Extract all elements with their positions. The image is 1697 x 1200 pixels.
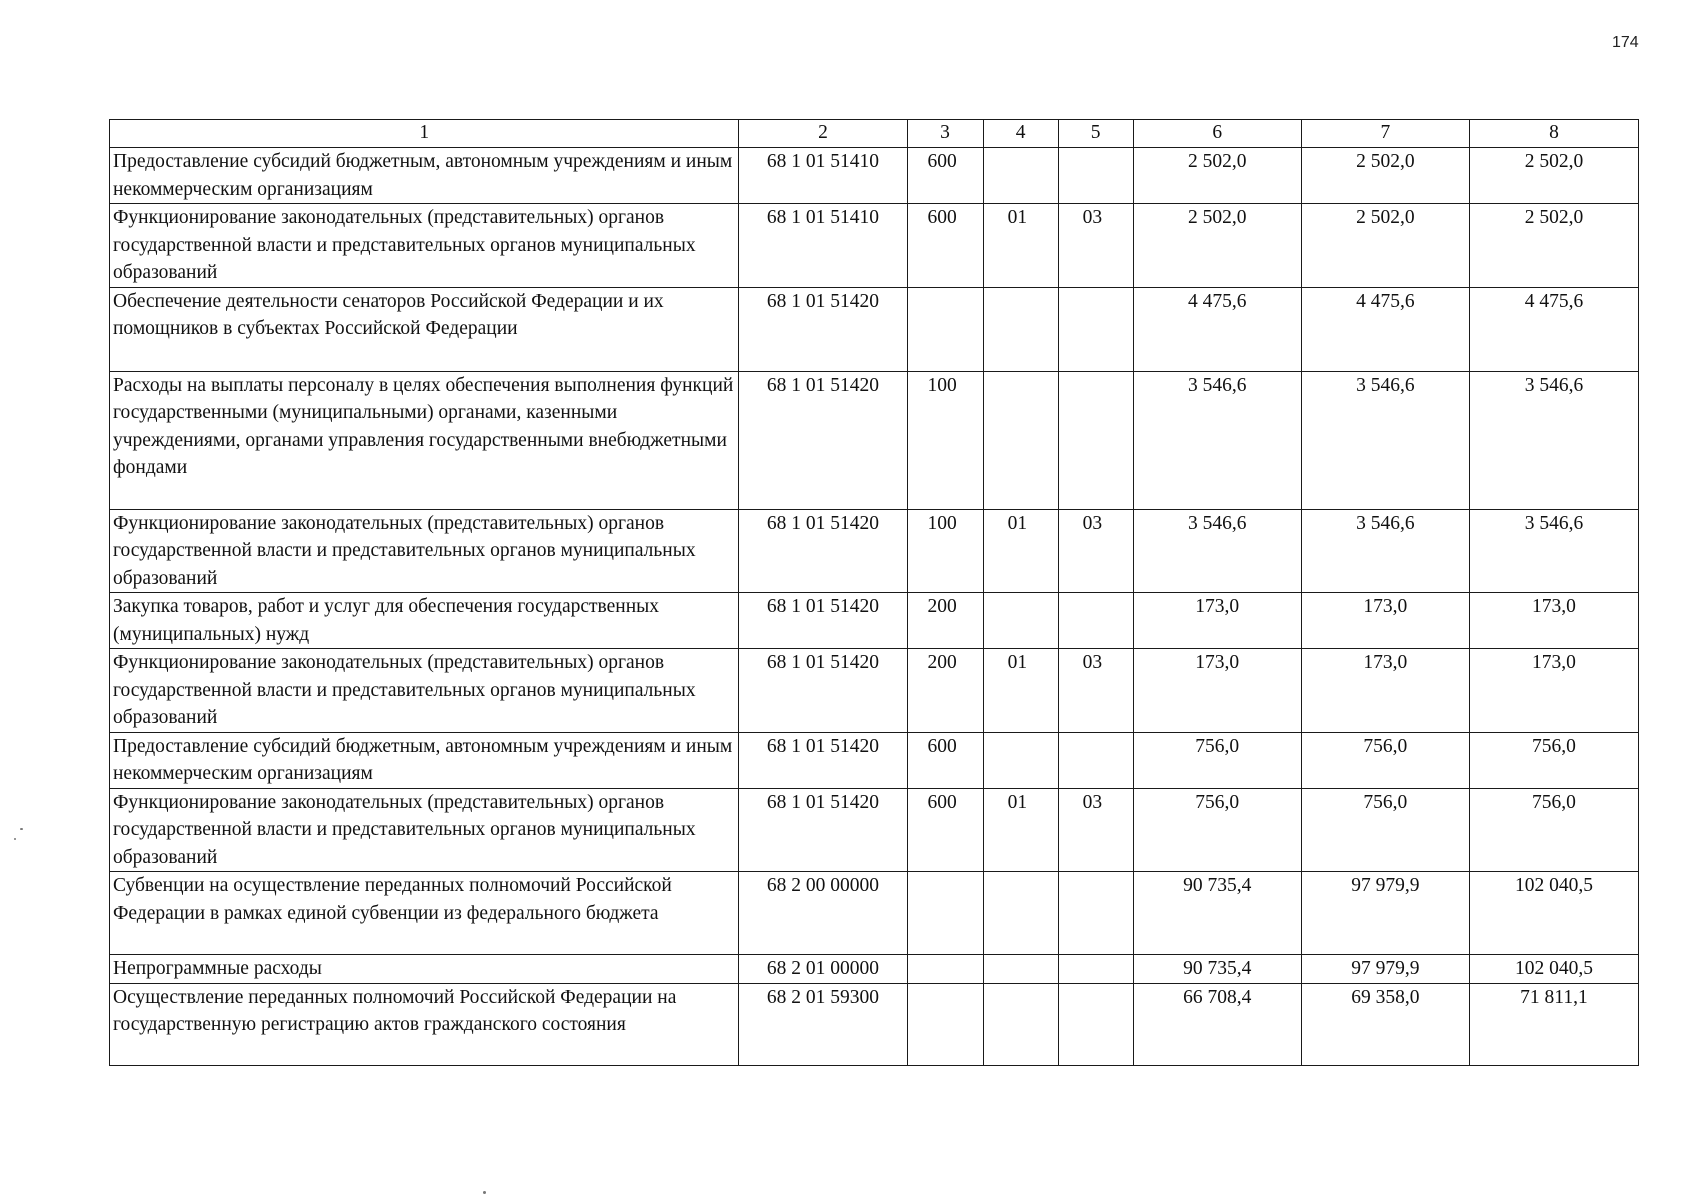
row-value-8: 756,0 (1469, 732, 1638, 788)
row-value-7: 4 475,6 (1301, 287, 1469, 371)
row-subsection (1058, 148, 1133, 204)
row-value-8: 173,0 (1469, 593, 1638, 649)
row-name: Функционирование законодательных (представительных) органов государственной власти и представительных органов муниципальных образований (110, 649, 739, 733)
row-value-8: 3 546,6 (1469, 371, 1638, 509)
row-expense-type (907, 955, 983, 984)
table-row (110, 148, 1639, 204)
table-row (110, 509, 1639, 593)
page-number: 174 (1612, 34, 1639, 51)
table-row (110, 732, 1639, 788)
row-value-8: 4 475,6 (1469, 287, 1638, 371)
row-expense-type: 200 (907, 593, 983, 649)
column-header: 5 (1058, 120, 1133, 148)
row-value-6: 756,0 (1133, 732, 1301, 788)
row-subsection (1058, 371, 1133, 509)
row-section: 01 (983, 649, 1058, 733)
row-name: Функционирование законодательных (представительных) органов государственной власти и представительных органов муниципальных образований (110, 788, 739, 872)
table-row (110, 788, 1639, 872)
row-code: 68 1 01 51410 (739, 148, 907, 204)
table-row (110, 371, 1639, 509)
table-row (110, 287, 1639, 371)
row-value-8: 102 040,5 (1469, 872, 1638, 955)
row-code: 68 1 01 51420 (739, 593, 907, 649)
row-value-6: 3 546,6 (1133, 371, 1301, 509)
row-subsection: 03 (1058, 204, 1133, 288)
table-row (110, 983, 1639, 1065)
row-value-8: 2 502,0 (1469, 204, 1638, 288)
column-header: 4 (983, 120, 1058, 148)
row-value-6: 756,0 (1133, 788, 1301, 872)
row-name: Расходы на выплаты персоналу в целях обеспечения выполнения функций государственными (муниципальными) органами, казенными учреждениями, органами управления государственными внебюджетными фондами (110, 371, 739, 509)
row-section: 01 (983, 509, 1058, 593)
row-expense-type: 600 (907, 204, 983, 288)
row-name: Предоставление субсидий бюджетным, автономным учреждениям и иным некоммерческим организациям (110, 732, 739, 788)
table-row (110, 593, 1639, 649)
row-value-7: 756,0 (1301, 732, 1469, 788)
row-expense-type (907, 983, 983, 1065)
row-expense-type (907, 872, 983, 955)
row-name: Закупка товаров, работ и услуг для обеспечения государственных (муниципальных) нужд (110, 593, 739, 649)
row-value-6: 173,0 (1133, 649, 1301, 733)
row-section: 01 (983, 204, 1058, 288)
row-code: 68 1 01 51420 (739, 732, 907, 788)
row-value-6: 2 502,0 (1133, 204, 1301, 288)
row-subsection (1058, 287, 1133, 371)
row-value-7: 97 979,9 (1301, 872, 1469, 955)
row-value-8: 102 040,5 (1469, 955, 1638, 984)
column-header: 1 (110, 120, 739, 148)
row-subsection (1058, 955, 1133, 984)
row-value-7: 173,0 (1301, 593, 1469, 649)
row-value-6: 90 735,4 (1133, 955, 1301, 984)
row-section (983, 983, 1058, 1065)
row-section (983, 371, 1058, 509)
row-subsection: 03 (1058, 649, 1133, 733)
row-name: Предоставление субсидий бюджетным, автономным учреждениям и иным некоммерческим организациям (110, 148, 739, 204)
table-row (110, 872, 1639, 955)
row-subsection: 03 (1058, 788, 1133, 872)
row-value-8: 3 546,6 (1469, 509, 1638, 593)
row-subsection: 03 (1058, 509, 1133, 593)
row-name: Функционирование законодательных (представительных) органов государственной власти и представительных органов муниципальных образований (110, 509, 739, 593)
row-code: 68 1 01 51420 (739, 287, 907, 371)
row-code: 68 2 01 59300 (739, 983, 907, 1065)
row-name: Осуществление переданных полномочий Российской Федерации на государственную регистрацию актов гражданского состояния (110, 983, 739, 1065)
row-expense-type: 100 (907, 371, 983, 509)
row-code: 68 1 01 51420 (739, 649, 907, 733)
row-subsection (1058, 732, 1133, 788)
row-expense-type: 600 (907, 788, 983, 872)
row-expense-type: 600 (907, 732, 983, 788)
row-value-7: 2 502,0 (1301, 204, 1469, 288)
row-value-7: 2 502,0 (1301, 148, 1469, 204)
row-section (983, 148, 1058, 204)
row-name: Функционирование законодательных (представительных) органов государственной власти и представительных органов муниципальных образований (110, 204, 739, 288)
column-header: 2 (739, 120, 907, 148)
budget-table (109, 119, 1639, 1066)
row-section (983, 287, 1058, 371)
row-expense-type: 200 (907, 649, 983, 733)
table-row (110, 955, 1639, 984)
row-value-6: 4 475,6 (1133, 287, 1301, 371)
scan-speck (483, 1191, 486, 1194)
column-header: 3 (907, 120, 983, 148)
column-header: 6 (1133, 120, 1301, 148)
row-value-6: 3 546,6 (1133, 509, 1301, 593)
row-section (983, 593, 1058, 649)
row-code: 68 1 01 51410 (739, 204, 907, 288)
row-value-6: 173,0 (1133, 593, 1301, 649)
row-name: Непрограммные расходы (110, 955, 739, 984)
row-code: 68 2 00 00000 (739, 872, 907, 955)
row-code: 68 1 01 51420 (739, 788, 907, 872)
row-section (983, 872, 1058, 955)
row-subsection (1058, 593, 1133, 649)
header-row (110, 120, 1639, 148)
row-code: 68 1 01 51420 (739, 509, 907, 593)
row-value-8: 173,0 (1469, 649, 1638, 733)
row-value-7: 756,0 (1301, 788, 1469, 872)
row-value-8: 756,0 (1469, 788, 1638, 872)
row-expense-type: 600 (907, 148, 983, 204)
table-row (110, 204, 1639, 288)
row-subsection (1058, 983, 1133, 1065)
row-subsection (1058, 872, 1133, 955)
row-value-8: 71 811,1 (1469, 983, 1638, 1065)
row-value-7: 173,0 (1301, 649, 1469, 733)
row-value-8: 2 502,0 (1469, 148, 1638, 204)
row-code: 68 1 01 51420 (739, 371, 907, 509)
row-expense-type: 100 (907, 509, 983, 593)
table-row (110, 649, 1639, 733)
column-header: 8 (1469, 120, 1638, 148)
row-value-6: 2 502,0 (1133, 148, 1301, 204)
row-name: Субвенции на осуществление переданных полномочий Российской Федерации в рамках единой субвенции из федерального бюджета (110, 872, 739, 955)
row-value-6: 90 735,4 (1133, 872, 1301, 955)
row-expense-type (907, 287, 983, 371)
row-section: 01 (983, 788, 1058, 872)
row-value-7: 69 358,0 (1301, 983, 1469, 1065)
row-value-6: 66 708,4 (1133, 983, 1301, 1065)
row-code: 68 2 01 00000 (739, 955, 907, 984)
row-value-7: 3 546,6 (1301, 371, 1469, 509)
scan-speck (14, 838, 16, 840)
row-name: Обеспечение деятельности сенаторов Российской Федерации и их помощников в субъектах Российской Федерации (110, 287, 739, 371)
row-value-7: 97 979,9 (1301, 955, 1469, 984)
column-header: 7 (1301, 120, 1469, 148)
scan-speck (20, 828, 23, 830)
row-value-7: 3 546,6 (1301, 509, 1469, 593)
row-section (983, 955, 1058, 984)
row-section (983, 732, 1058, 788)
